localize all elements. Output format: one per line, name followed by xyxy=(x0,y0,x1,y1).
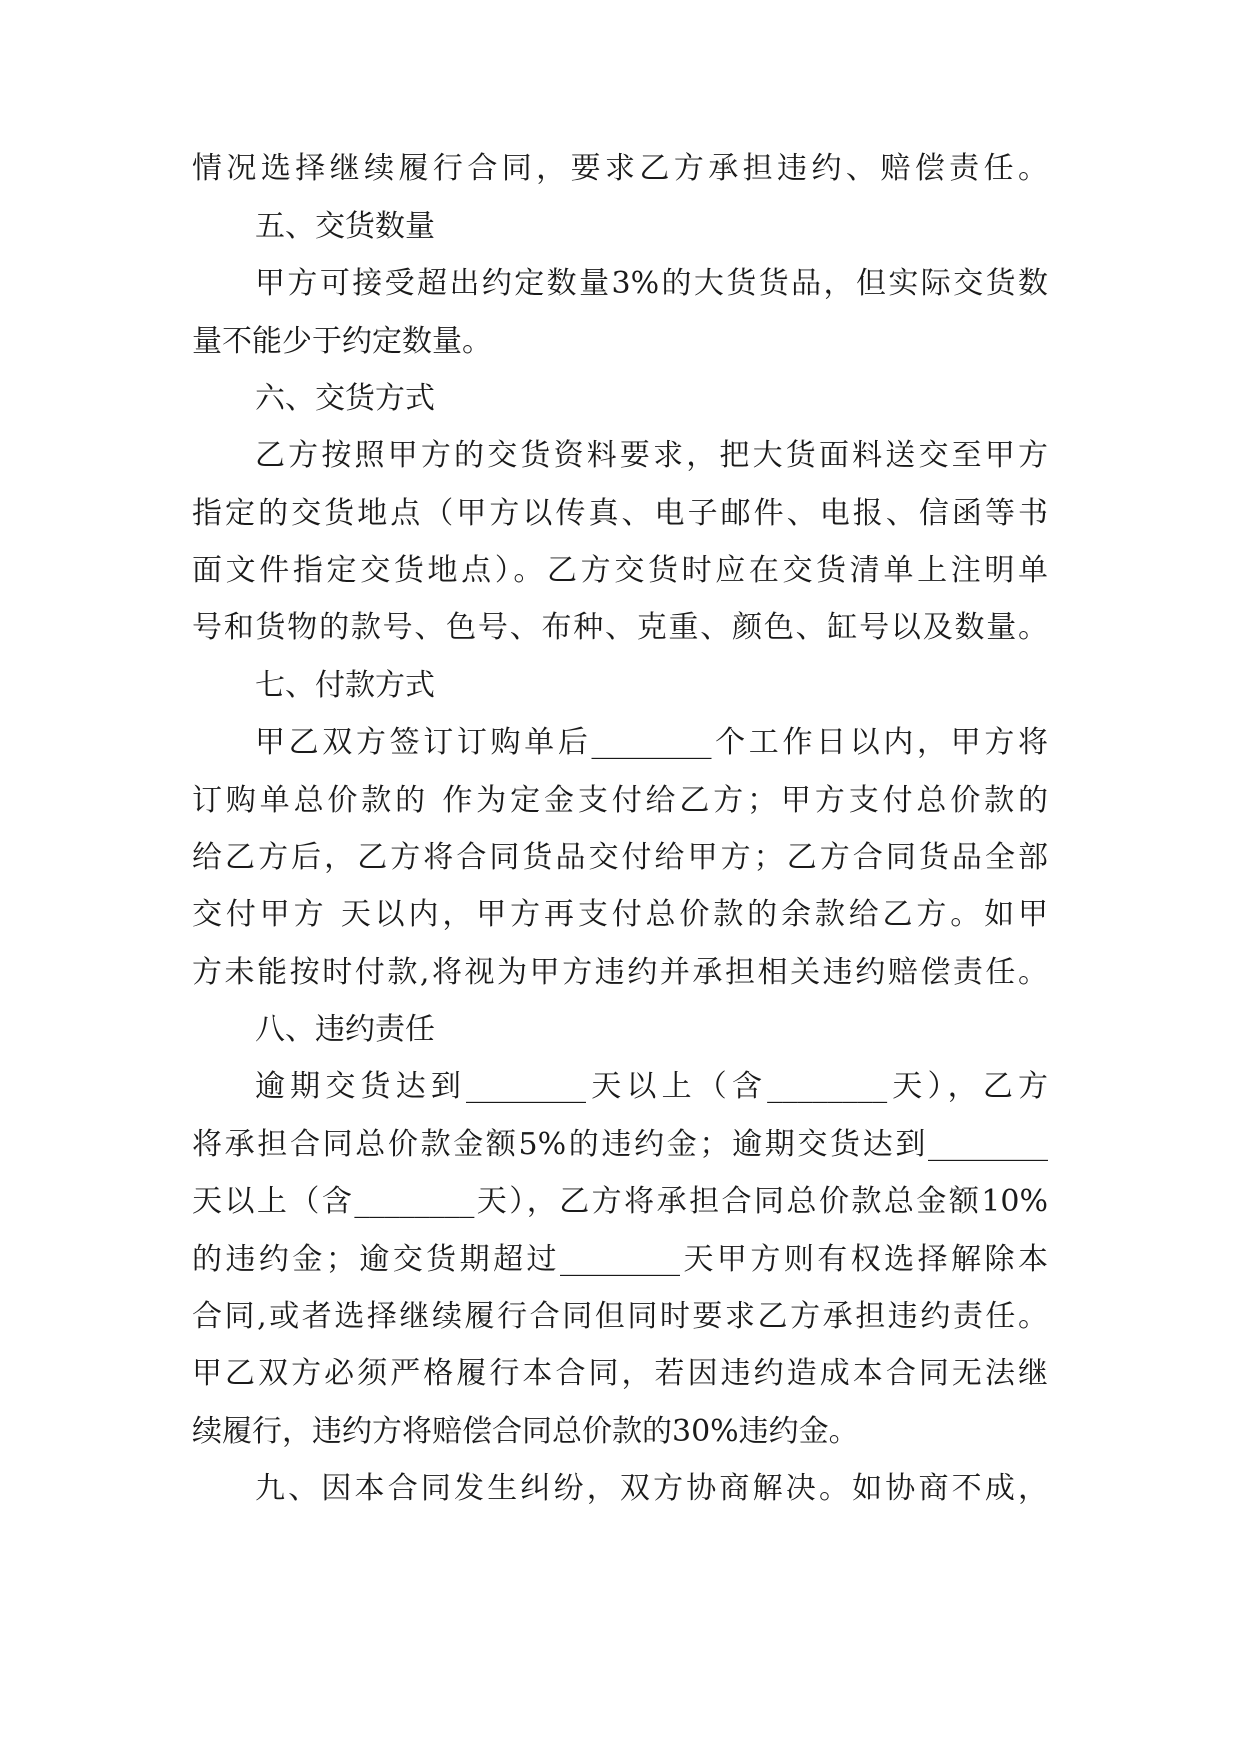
text-line: 订购单总价款的 作为定金支付给乙方；甲方支付总价款的 xyxy=(192,783,1048,818)
text-line: 量不能少于约定数量。 xyxy=(192,324,492,359)
text-line: 号和货物的款号、色号、布种、克重、颜色、缸号以及数量。 xyxy=(192,610,1048,645)
text-line: 指定的交货地点（甲方以传真、电子邮件、电报、信函等书 xyxy=(192,496,1048,531)
text-line: 续履行，违约方将赔偿合同总价款的30%违约金。 xyxy=(192,1414,859,1449)
text-line: 的违约金；逾交货期超过________天甲方则有权选择解除本 xyxy=(192,1242,1048,1277)
section-heading: 五、交货数量 xyxy=(255,209,435,244)
text-line: 逾期交货达到________天以上（含________天），乙方 xyxy=(255,1069,1048,1104)
text-line: 甲乙双方必须严格履行本合同，若因违约造成本合同无法继 xyxy=(192,1356,1048,1391)
text-line: 天以上（含________天），乙方将承担合同总价款总金额10% xyxy=(192,1184,1048,1219)
text-line: 方未能按时付款,将视为甲方违约并承担相关违约赔偿责任。 xyxy=(192,955,1048,990)
section-heading: 七、付款方式 xyxy=(255,668,435,703)
text-line: 面文件指定交货地点）。乙方交货时应在交货清单上注明单 xyxy=(192,553,1048,588)
section-heading: 六、交货方式 xyxy=(255,381,435,416)
text-line: 合同,或者选择继续履行合同但同时要求乙方承担违约责任。 xyxy=(192,1299,1048,1334)
text-line: 情况选择继续履行合同，要求乙方承担违约、赔偿责任。 xyxy=(192,151,1048,186)
text-line: 将承担合同总价款金额5%的违约金；逾期交货达到________ xyxy=(192,1127,1048,1162)
text-line: 交付甲方 天以内，甲方再支付总价款的余款给乙方。如甲 xyxy=(192,897,1048,932)
text-line: 甲乙双方签订订购单后________个工作日以内，甲方将 xyxy=(255,725,1048,760)
section-heading: 八、违约责任 xyxy=(255,1012,435,1047)
section-heading: 九、因本合同发生纠纷，双方协商解决。如协商不成， xyxy=(255,1471,1048,1506)
text-line: 乙方按照甲方的交货资料要求，把大货面料送交至甲方 xyxy=(255,438,1048,473)
text-line: 甲方可接受超出约定数量3%的大货货品，但实际交货数 xyxy=(255,266,1048,301)
text-line: 给乙方后，乙方将合同货品交付给甲方；乙方合同货品全部 xyxy=(192,840,1048,875)
